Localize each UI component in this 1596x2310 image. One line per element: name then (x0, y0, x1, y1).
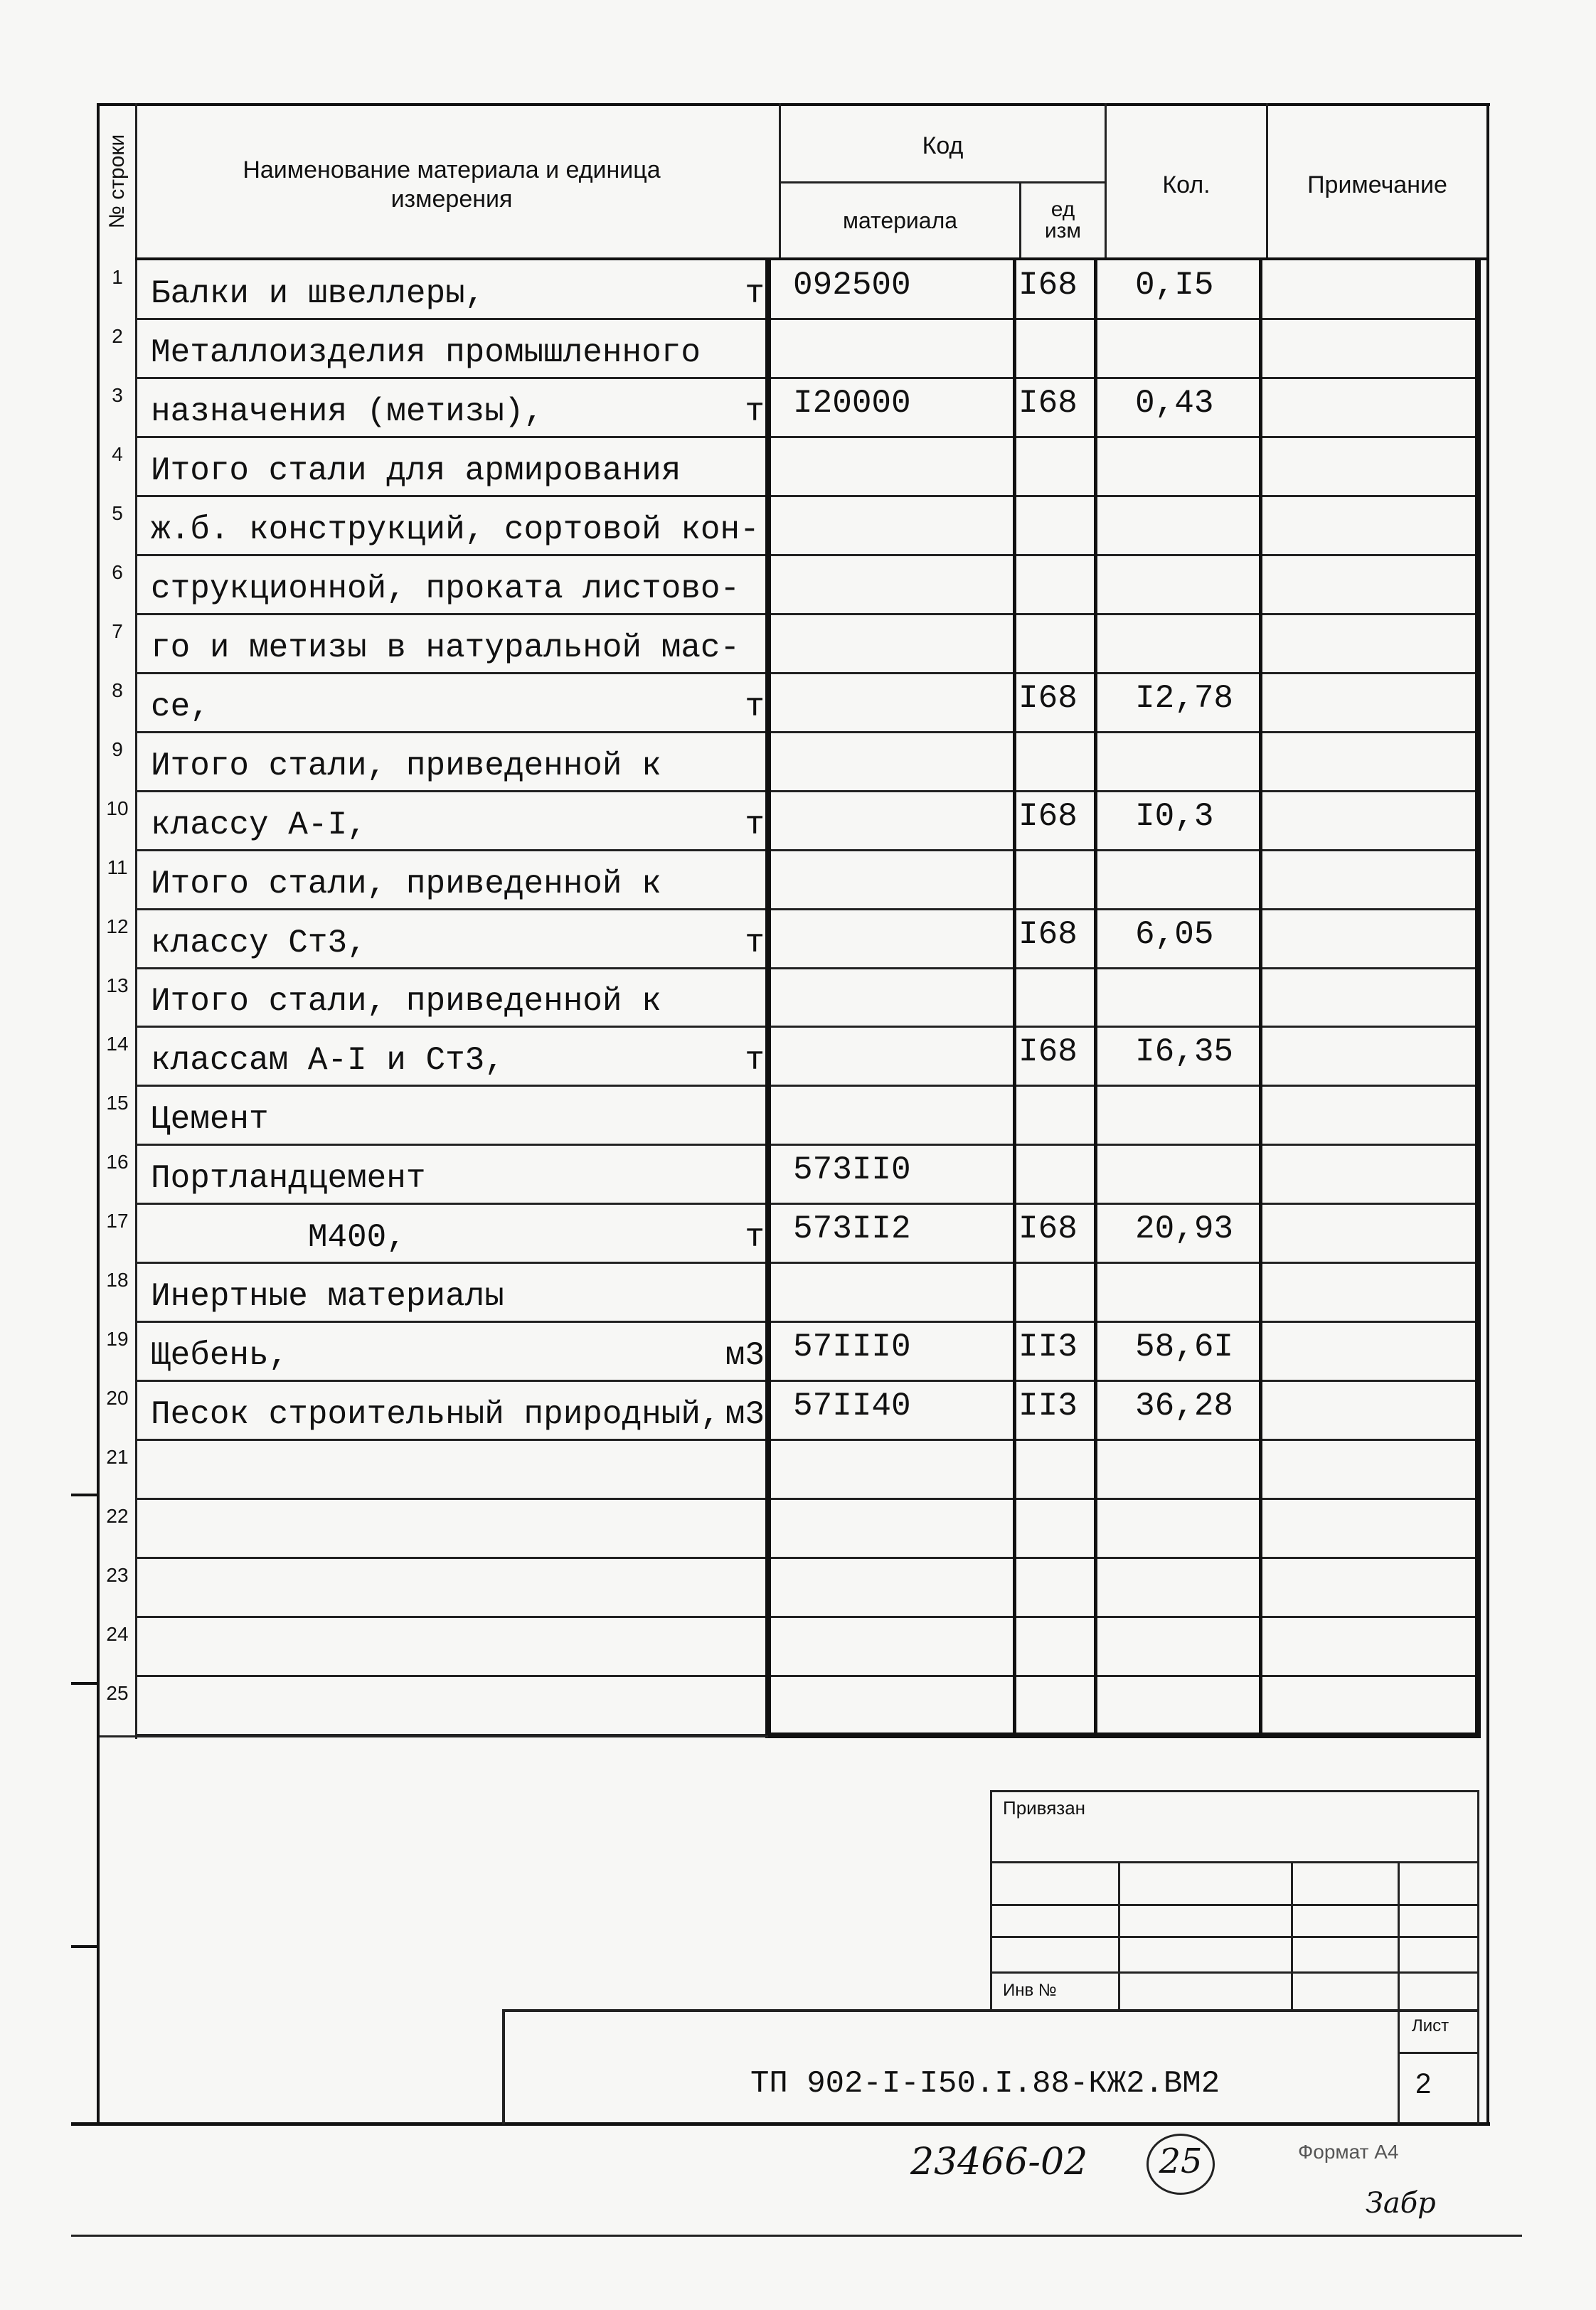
title-block-top (502, 2009, 1479, 2012)
stamp-bound-label: Привязан (1003, 1797, 1086, 1819)
row-line (137, 377, 1478, 379)
stamp-line-1 (990, 1861, 1479, 1863)
stamp-line-2 (990, 1904, 1479, 1906)
row-line (137, 1557, 1478, 1559)
row-number: 3 (112, 383, 123, 406)
format-label: Формат А4 (1298, 2141, 1399, 2163)
row-line (137, 731, 1478, 733)
quantity: 20,93 (1135, 1210, 1234, 1248)
stamp-line-4 (990, 1971, 1479, 1974)
row-line (137, 908, 1478, 910)
material-name: Портландцемент (151, 1160, 426, 1198)
stamp-left (990, 1790, 992, 2011)
unit: т (745, 806, 765, 843)
material-name: классам А-I и Ст3, (151, 1042, 504, 1080)
circled-number-wrap (1147, 2134, 1215, 2195)
unit: м3 (725, 1396, 765, 1434)
row-line (137, 1144, 1478, 1146)
stamp-right (1477, 1790, 1479, 2124)
material-name: Итого стали, приведенной к (151, 983, 661, 1021)
row-line (137, 1439, 1478, 1441)
quantity: I2,78 (1135, 679, 1234, 717)
row-line (137, 967, 1478, 969)
material-name: Металлоизделия промышленного (151, 334, 701, 371)
row-number: 17 (106, 1210, 129, 1233)
quantity: 58,6I (1135, 1329, 1234, 1366)
header-code-unit: ед изм (1044, 198, 1082, 243)
row-number: 7 (112, 619, 123, 642)
row-number: 18 (106, 1269, 129, 1292)
stamp-top (990, 1790, 1479, 1792)
doc-code: ТП 902-I-I50.I.88-КЖ2.ВМ2 (750, 2066, 1220, 2102)
unit-code: I68 (1018, 266, 1078, 304)
header-name: Наименование материала и единица измерения (243, 156, 661, 213)
edge-mark-2 (71, 1682, 100, 1685)
row-number: 11 (107, 856, 128, 878)
row-number: 6 (112, 560, 123, 583)
unit: т (745, 1219, 765, 1257)
unit: т (745, 1042, 765, 1080)
handwritten-number: 23466-02 (910, 2141, 1088, 2183)
material-name: се, (151, 688, 210, 725)
unit-code: I68 (1018, 679, 1078, 717)
header-row-no: № строки (105, 134, 129, 229)
code-subheader-line (779, 181, 1106, 183)
row-line (137, 849, 1478, 851)
material-name: М400, (151, 1219, 406, 1257)
unit-code: I68 (1018, 1210, 1078, 1248)
material-name: Итого стали, приведенной к (151, 865, 661, 903)
unit-code: I68 (1018, 915, 1078, 953)
header-bottom-line (135, 257, 1486, 260)
row-number: 12 (106, 915, 129, 937)
material-name: Щебень, (151, 1337, 289, 1375)
material-name: ж.б. конструкций, сортовой кон- (151, 511, 760, 548)
header-note: Примечание (1307, 171, 1447, 198)
edge-mark-1 (71, 1494, 100, 1496)
material-code: 57III0 (793, 1329, 911, 1366)
material-code: I20000 (793, 384, 911, 422)
material-name: Песок строительный природный, (151, 1396, 720, 1434)
col-sep-note-body (1259, 257, 1262, 1737)
unit: т (745, 275, 765, 312)
unit: т (745, 688, 765, 725)
edge-mark-3 (71, 1945, 100, 1948)
stamp-inv-label: Инв № (1003, 1981, 1057, 2000)
sheet-label-line (1398, 2052, 1479, 2054)
material-name: Цемент (151, 1101, 269, 1139)
row-number: 19 (106, 1328, 129, 1351)
circled-number: 25 (1159, 2141, 1203, 2181)
row-number: 15 (106, 1092, 129, 1114)
material-name: струкционной, проката листово- (151, 570, 740, 607)
table-bottom-left (100, 1735, 768, 1737)
row-number: 16 (106, 1151, 129, 1173)
unit: м3 (725, 1337, 765, 1375)
row-line (137, 1026, 1478, 1028)
unit-code: I68 (1018, 1033, 1078, 1071)
header-code-material: материала (842, 207, 958, 233)
row-number: 2 (112, 324, 123, 347)
quantity: 0,I5 (1135, 266, 1214, 304)
row-number: 13 (106, 974, 129, 996)
material-name: Итого стали для армирования (151, 452, 681, 489)
row-line (137, 672, 1478, 674)
material-name: назначения (метизы), (151, 393, 544, 430)
row-number: 14 (106, 1033, 129, 1055)
material-name: Итого стали, приведенной к (151, 747, 661, 784)
initials: Зaбр (1366, 2187, 1436, 2220)
sheet-label: Лист (1412, 2016, 1449, 2035)
unit-code: II3 (1018, 1388, 1078, 1425)
material-name: го и метизы в натуральной мас- (151, 629, 740, 666)
row-number: 9 (112, 738, 123, 760)
quantity: I6,35 (1135, 1033, 1234, 1071)
material-name: классу А-I, (151, 806, 367, 843)
quantity: 6,05 (1135, 915, 1214, 953)
quantity: I0,3 (1135, 797, 1214, 835)
row-line (137, 318, 1478, 320)
stamp-vline-2 (1291, 1861, 1293, 2011)
row-line (137, 554, 1478, 556)
material-code: 092500 (793, 266, 911, 304)
page-bottom-line (71, 2235, 1522, 2237)
row-line (137, 1616, 1478, 1618)
row-line (137, 1203, 1478, 1205)
header-qty: Кол. (1162, 171, 1211, 198)
material-name: Балки и швеллеры, (151, 275, 485, 312)
material-code: 573II2 (793, 1210, 911, 1248)
row-number: 20 (106, 1387, 129, 1410)
material-name: классу Ст3, (151, 924, 367, 962)
row-line (137, 436, 1478, 438)
frame-bottom (71, 2122, 1490, 2126)
unit-code: I68 (1018, 797, 1078, 835)
col-sep-rownum (135, 103, 137, 1739)
frame-top (100, 103, 1490, 106)
col-sep-qty-body (1094, 257, 1097, 1737)
data-block-left (765, 257, 771, 1737)
quantity: 0,43 (1135, 384, 1214, 422)
row-number: 10 (106, 797, 129, 819)
row-number: 8 (112, 678, 123, 701)
row-line (137, 1498, 1478, 1500)
frame-right (1486, 103, 1489, 2123)
row-number: 5 (112, 501, 123, 524)
row-line (137, 613, 1478, 615)
row-line (137, 1675, 1478, 1677)
material-name: Инертные материалы (151, 1278, 504, 1316)
row-number: 1 (112, 266, 123, 288)
row-line (137, 1085, 1478, 1087)
row-number: 23 (106, 1564, 129, 1587)
row-line (137, 1262, 1478, 1264)
stamp-line-3 (990, 1936, 1479, 1938)
material-code: 57II40 (793, 1388, 911, 1425)
quantity: 36,28 (1135, 1388, 1234, 1425)
unit-code: II3 (1018, 1329, 1078, 1366)
material-code: 573II0 (793, 1151, 911, 1189)
stamp-vline-1 (1118, 1861, 1120, 2011)
data-block-right (1475, 257, 1481, 1737)
unit: т (745, 924, 765, 962)
row-number: 25 (106, 1682, 129, 1705)
row-number: 21 (106, 1446, 129, 1469)
unit-code: I68 (1018, 384, 1078, 422)
unit: т (745, 393, 765, 430)
sheet-number: 2 (1415, 2068, 1432, 2099)
row-line (137, 1380, 1478, 1382)
stamp-vline-3 (1398, 1861, 1400, 2124)
row-number: 24 (106, 1623, 129, 1646)
row-number: 22 (106, 1505, 129, 1528)
row-line (137, 495, 1478, 497)
data-block-bottom (765, 1732, 1481, 1738)
col-sep-ucode-body (1013, 257, 1016, 1737)
header-code: Код (922, 132, 964, 159)
row-line (137, 790, 1478, 792)
title-block-left (502, 2009, 505, 2124)
row-number: 4 (112, 442, 123, 465)
row-line (137, 1321, 1478, 1323)
